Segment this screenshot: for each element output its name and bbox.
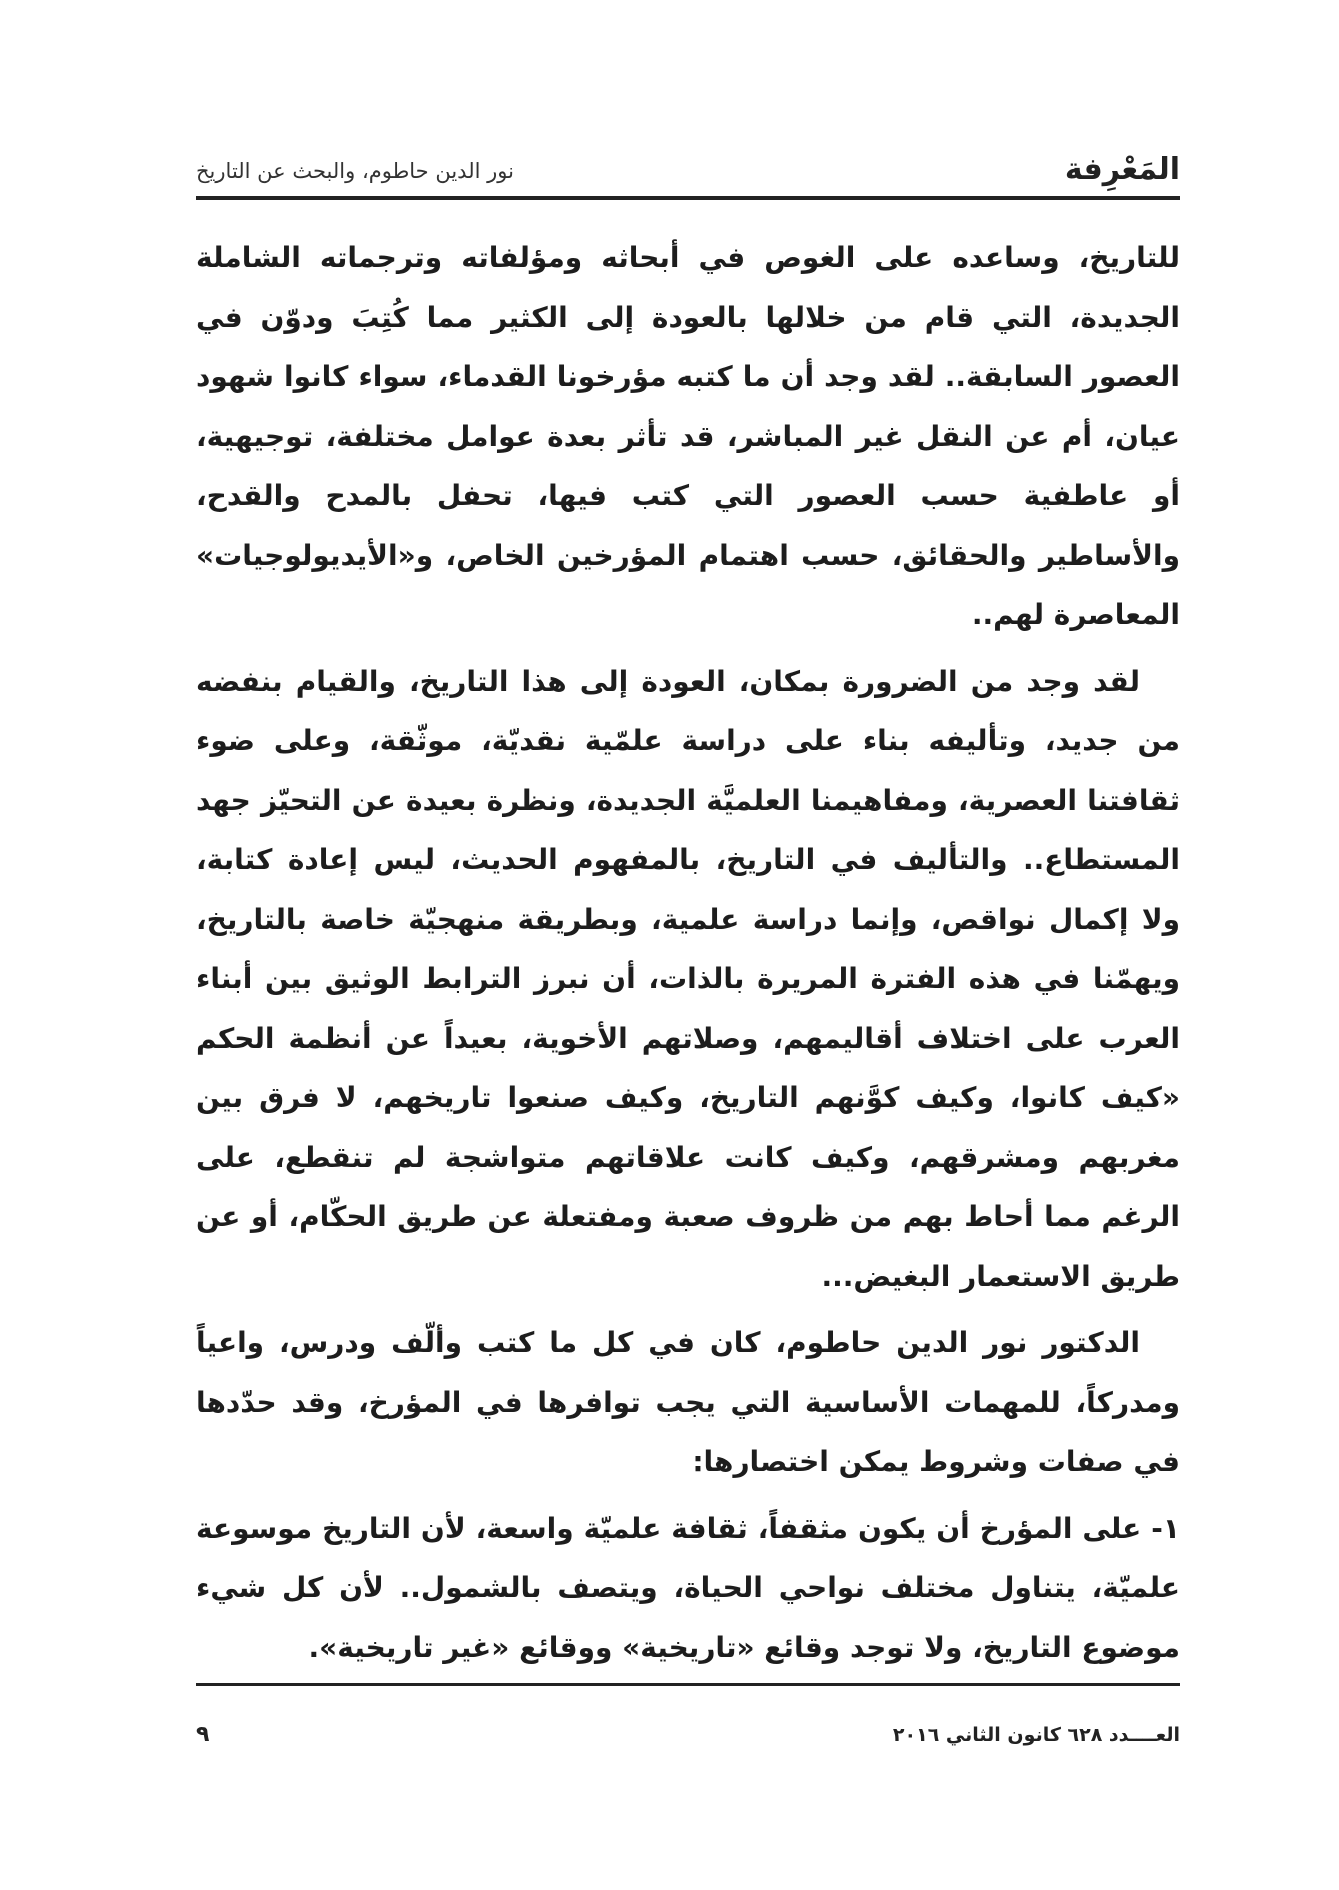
article-body xyxy=(196,228,1180,1677)
paragraph-4: ١- على المؤرخ أن يكون مثقفاً، ثقافة علميّة واسعة، لأن التاريخ موسوعة علميّة، يتناول مختلف نواحي الحياة، ويتصف بالشمول.. لأن كل شيء موضوع التاريخ، ولا توجد وقائع «تاريخية» ووقائع «غير تاريخية». xyxy=(196,1511,1180,1664)
magazine-logo: المَعْرِفة xyxy=(1064,152,1180,187)
page-number: ٩ xyxy=(196,1722,210,1747)
paragraph-3: الدكتور نور الدين حاطوم، كان في كل ما كتب وألّف ودرس، واعياً ومدركاً، للمهمات الأساسية التي يجب توافرها في المؤرخ، وقد حدّدها في صفات وشروط يمكن اختصارها: xyxy=(196,1326,1180,1478)
page-header xyxy=(196,150,1180,190)
issue-info: العــــدد ٦٢٨ كانون الثاني ٢٠١٦ xyxy=(892,1724,1180,1746)
running-title: نور الدين حاطوم، والبحث عن التاريخ xyxy=(196,159,514,183)
paragraph-1: للتاريخ، وساعده على الغوص في أبحاثه ومؤلفاته وترجماته الشاملة الجديدة، التي قام من خلالها بالعودة إلى الكثير مما كُتِبَ ودوّن في العصور السابقة.. لقد وجد أن ما كتبه مؤرخونا القدماء، سواء كانوا شهود عيان، أم عن النقل غير المباشر، قد تأثر بعدة عوامل مختلفة، توجيهية، أو عاطفية حسب العصور التي كتب فيها، تحفل بالمدح والقدح، والأساطير والحقائق، حسب اهتمام المؤرخين الخاص، و«الأيديولوجيات» المعاصرة لهم.. xyxy=(196,241,1180,631)
paragraph-2: لقد وجد من الضرورة بمكان، العودة إلى هذا التاريخ، والقيام بنفضه من جديد، وتأليفه بناء على دراسة علمّية نقديّة، موثّقة، وعلى ضوء ثقافتنا العصرية، ومفاهيمنا العلميَّة الجديدة، ونظرة بعيدة عن التحيّز جهد المستطاع.. والتأليف في التاريخ، بالمفهوم الحديث، ليس إعادة كتابة، ولا إكمال نواقص، وإنما دراسة علمية، وبطريقة منهجيّة خاصة بالتاريخ، ويهمّنا في هذه الفترة المريرة بالذات، أن نبرز الترابط الوثيق بين أبناء العرب على اختلاف أقاليمهم، وصلاتهم الأخوية، بعيداً عن أنظمة الحكم «كيف كانوا، وكيف كوَّنهم التاريخ، وكيف صنعوا تاريخهم، لا فرق بين مغربهم ومشرقهم، وكيف كانت علاقاتهم متواشجة لم تنقطع، على الرغم مما أحاط بهم من ظروف صعبة ومفتعلة عن طريق الحكّام، أو عن طريق الاستعمار البغيض... xyxy=(196,664,1180,1293)
page-footer xyxy=(196,1720,1180,1752)
footer-rule xyxy=(196,1683,1180,1686)
header-rule xyxy=(196,196,1180,200)
